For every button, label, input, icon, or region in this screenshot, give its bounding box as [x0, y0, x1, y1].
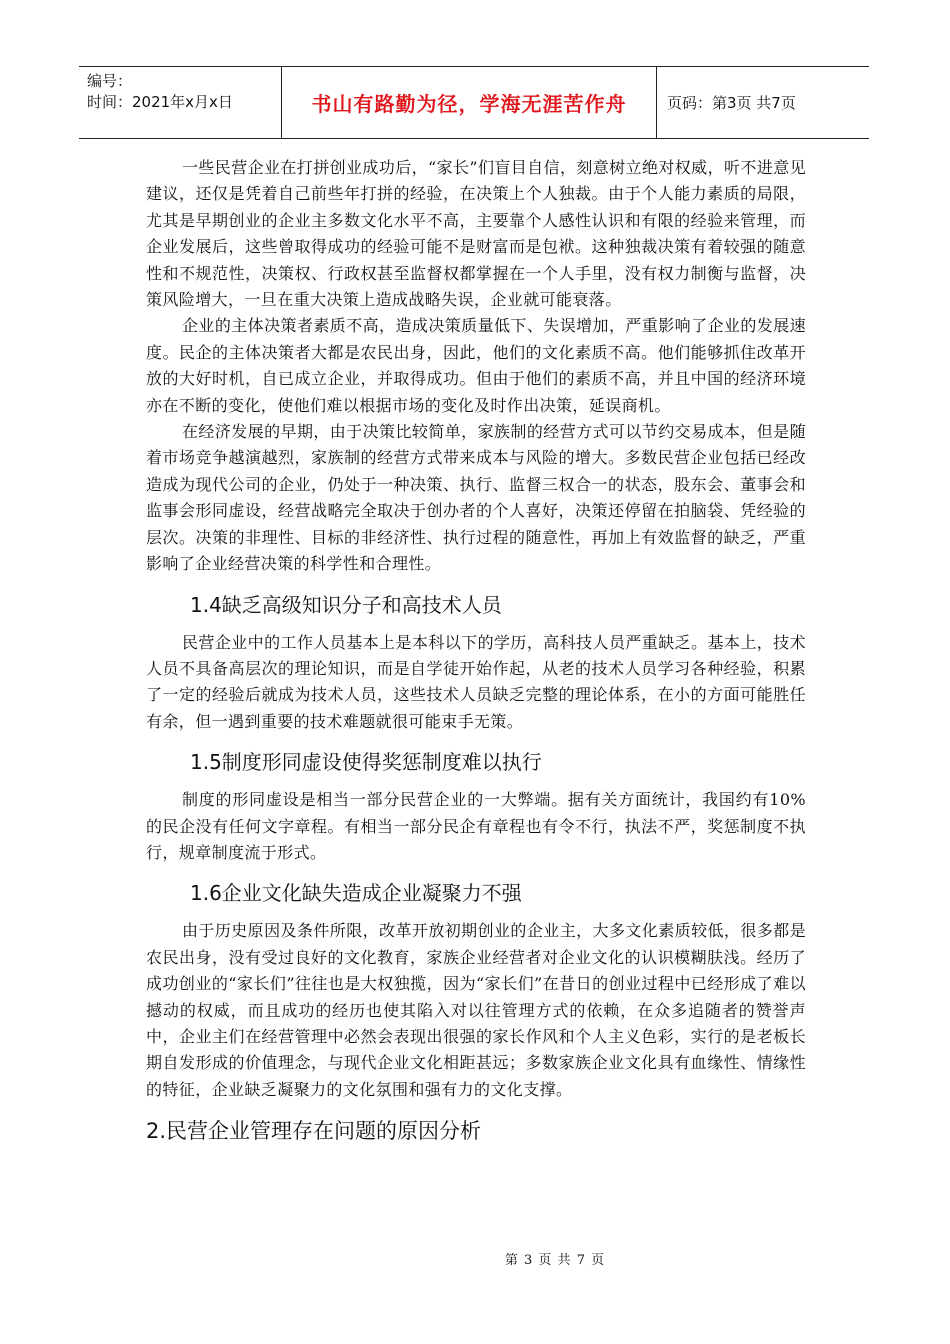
body-paragraph: 企业的主体决策者素质不高，造成决策质量低下、失误增加，严重影响了企业的发展速度。民企的主体决策者大都是农民出身，因此，他们的文化素质不高。他们能够抓住改革开放的大好时机，自已成立企业，并取得成功。但由于他们的素质不高，并且中国的经济环境亦在不断的变化，使他们难以根据市场的变化及时作出决策，延误商机。 [146, 316, 806, 415]
header-motto: 书山有路勤为径，学海无涯苦作舟 [311, 92, 627, 116]
section-heading-1-6: 1.6企业文化缺失造成企业凝聚力不强 [190, 881, 522, 906]
header-divider [656, 67, 657, 138]
body-paragraph: 由于历史原因及条件所限，改革开放初期创业的企业主，大多文化素质较低，很多都是农民出身，没有受过良好的文化教育，家族企业经营者对企业文化的认识模糊肤浅。经历了成功创业的“家长们”往往也是大权独揽，因为“家长们”在昔日的创业过程中已经形成了难以撼动的权威，而且成功的经历也使其陷入对以往管理方式的依赖，在众多追随者的赞誉声中，企业主们在经营管理中必然会表现出很强的家长作风和个人主义色彩，实行的是老板长期自发形成的价值理念，与现代企业文化相距甚远；多数家族企业文化具有血缘性、情缘性的特征，企业缺乏凝聚力的文化氛围和强有力的文化支撑。 [146, 921, 806, 1099]
footer-page-number: 第 3 页 共 7 页 [504, 1253, 606, 1268]
document-number-label: 编号： [87, 72, 133, 90]
section-heading-2: 2.民营企业管理存在问题的原因分析 [146, 1119, 482, 1144]
header-divider [281, 67, 282, 138]
body-paragraph: 制度的形同虚设是相当一部分民营企业的一大弊端。据有关方面统计，我国约有10%的民企没有任何文字章程。有相当一部分民企有章程也有令不行，执法不严，奖惩制度不执行，规章制度流于形式。 [146, 790, 806, 862]
header-page-info: 页码：第3页 共7页 [667, 94, 796, 112]
page-header [79, 66, 869, 139]
header-meta [87, 71, 282, 113]
body-paragraph: 在经济发展的早期，由于决策比较简单，家族制的经营方式可以节约交易成本，但是随着市场竞争越演越烈，家族制的经营方式带来成本与风险的增大。多数民营企业包括已经改造成为现代公司的企业，仍处于一种决策、执行、监督三权合一的状态，股东会、董事会和监事会形同虚设，经营战略完全取决于创办者的个人喜好，决策还停留在拍脑袋、凭经验的层次。决策的非理性、目标的非经济性、执行过程的随意性，再加上有效监督的缺乏，严重影响了企业经营决策的科学性和合理性。 [146, 422, 806, 574]
section-heading-1-5: 1.5制度形同虚设使得奖惩制度难以执行 [190, 750, 542, 775]
body-paragraph: 一些民营企业在打拼创业成功后，“家长”们盲目自信，刻意树立绝对权威，听不进意见建议，还仅是凭着自己前些年打拼的经验，在决策上个人独裁。由于个人能力素质的局限，尤其是早期创业的企业主多数文化水平不高，主要靠个人感性认识和有限的经验来管理，而企业发展后，这些曾取得成功的经验可能不是财富而是包袱。这种独裁决策有着较强的随意性和不规范性，决策权、行政权甚至监督权都掌握在一个人手里，没有权力制衡与监督，决策风险增大，一旦在重大决策上造成战略失误，企业就可能衰落。 [146, 158, 806, 310]
body-paragraph: 民营企业中的工作人员基本上是本科以下的学历，高科技人员严重缺乏。基本上，技术人员不具备高层次的理论知识，而是自学徒开始作起，从老的技术人员学习各种经验，积累了一定的经验后就成为技术人员，这些技术人员缺乏完整的理论体系，在小的方面可能胜任有余，但一遇到重要的技术难题就很可能束手无策。 [146, 632, 806, 731]
document-time-label: 时间：2021年x月x日 [87, 93, 233, 111]
section-heading-1-4: 1.4缺乏高级知识分子和高技术人员 [190, 592, 502, 617]
page-footer [0, 1249, 950, 1268]
document-body [146, 155, 806, 1145]
